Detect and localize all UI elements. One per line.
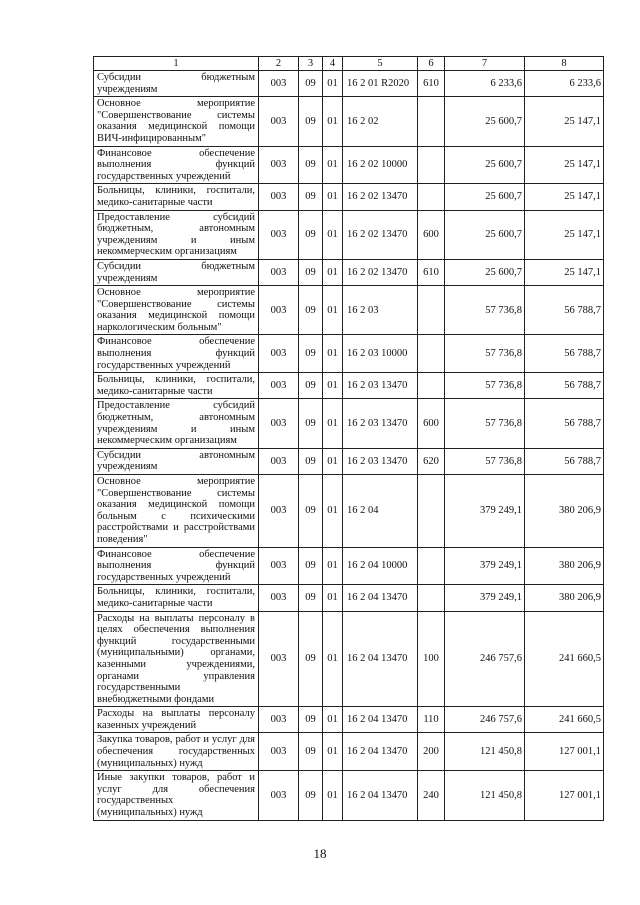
subsection-code-cell: 01 bbox=[323, 707, 343, 733]
row-name-cell: Закупка товаров, работ и услуг для обеспечения государственных (муниципальных) нужд bbox=[94, 733, 259, 771]
table-row bbox=[94, 611, 604, 707]
subsection-code-cell: 01 bbox=[323, 448, 343, 474]
row-name-cell: Субсидии бюджетным учреждениям bbox=[94, 259, 259, 285]
target-article-cell: 16 2 04 13470 bbox=[343, 707, 418, 733]
header-cell: 1 bbox=[94, 57, 259, 71]
amount-year2-cell: 380 206,9 bbox=[525, 475, 604, 548]
header-cell: 4 bbox=[323, 57, 343, 71]
header-row bbox=[94, 57, 604, 71]
amount-year2-cell: 25 147,1 bbox=[525, 97, 604, 146]
amount-year1-cell: 6 233,6 bbox=[445, 71, 525, 97]
admin-code-cell: 003 bbox=[259, 259, 299, 285]
section-code-cell: 09 bbox=[299, 547, 323, 585]
table-row bbox=[94, 259, 604, 285]
target-article-cell: 16 2 03 13470 bbox=[343, 399, 418, 448]
row-name-cell: Больницы, клиники, госпитали, медико-санитарные части bbox=[94, 585, 259, 611]
subsection-code-cell: 01 bbox=[323, 146, 343, 184]
expense-type-cell bbox=[418, 146, 445, 184]
table-row bbox=[94, 707, 604, 733]
target-article-cell: 16 2 03 13470 bbox=[343, 373, 418, 399]
amount-year2-cell: 25 147,1 bbox=[525, 210, 604, 259]
amount-year2-cell: 25 147,1 bbox=[525, 184, 604, 210]
amount-year1-cell: 57 736,8 bbox=[445, 286, 525, 335]
section-code-cell: 09 bbox=[299, 71, 323, 97]
section-code-cell: 09 bbox=[299, 259, 323, 285]
admin-code-cell: 003 bbox=[259, 286, 299, 335]
target-article-cell: 16 2 01 R2020 bbox=[343, 71, 418, 97]
table-row bbox=[94, 585, 604, 611]
amount-year2-cell: 127 001,1 bbox=[525, 733, 604, 771]
expense-type-cell: 100 bbox=[418, 611, 445, 707]
table-row bbox=[94, 475, 604, 548]
section-code-cell: 09 bbox=[299, 399, 323, 448]
section-code-cell: 09 bbox=[299, 707, 323, 733]
amount-year1-cell: 57 736,8 bbox=[445, 399, 525, 448]
header-cell: 8 bbox=[525, 57, 604, 71]
row-name-cell: Расходы на выплаты персоналу казенных учреждений bbox=[94, 707, 259, 733]
table-row bbox=[94, 448, 604, 474]
amount-year1-cell: 25 600,7 bbox=[445, 259, 525, 285]
amount-year1-cell: 57 736,8 bbox=[445, 448, 525, 474]
admin-code-cell: 003 bbox=[259, 399, 299, 448]
table-row bbox=[94, 97, 604, 146]
amount-year1-cell: 57 736,8 bbox=[445, 335, 525, 373]
subsection-code-cell: 01 bbox=[323, 611, 343, 707]
expense-type-cell: 610 bbox=[418, 71, 445, 97]
section-code-cell: 09 bbox=[299, 184, 323, 210]
amount-year1-cell: 25 600,7 bbox=[445, 210, 525, 259]
table-row bbox=[94, 146, 604, 184]
table-row bbox=[94, 547, 604, 585]
row-name-cell: Финансовое обеспечение выполнения функций государственных учреждений bbox=[94, 146, 259, 184]
row-name-cell: Основное мероприятие "Совершенствование системы оказания медицинской помощи наркологическим больным" bbox=[94, 286, 259, 335]
row-name-cell: Субсидии автономным учреждениям bbox=[94, 448, 259, 474]
subsection-code-cell: 01 bbox=[323, 335, 343, 373]
target-article-cell: 16 2 03 10000 bbox=[343, 335, 418, 373]
subsection-code-cell: 01 bbox=[323, 71, 343, 97]
table-row bbox=[94, 71, 604, 97]
subsection-code-cell: 01 bbox=[323, 97, 343, 146]
row-name-cell: Финансовое обеспечение выполнения функций государственных учреждений bbox=[94, 335, 259, 373]
table-row bbox=[94, 373, 604, 399]
target-article-cell: 16 2 04 13470 bbox=[343, 733, 418, 771]
subsection-code-cell: 01 bbox=[323, 286, 343, 335]
subsection-code-cell: 01 bbox=[323, 399, 343, 448]
section-code-cell: 09 bbox=[299, 733, 323, 771]
amount-year2-cell: 56 788,7 bbox=[525, 399, 604, 448]
subsection-code-cell: 01 bbox=[323, 475, 343, 548]
expense-type-cell: 610 bbox=[418, 259, 445, 285]
expense-type-cell bbox=[418, 286, 445, 335]
amount-year2-cell: 56 788,7 bbox=[525, 286, 604, 335]
amount-year1-cell: 246 757,6 bbox=[445, 611, 525, 707]
amount-year1-cell: 379 249,1 bbox=[445, 585, 525, 611]
target-article-cell: 16 2 04 bbox=[343, 475, 418, 548]
amount-year1-cell: 25 600,7 bbox=[445, 184, 525, 210]
amount-year1-cell: 246 757,6 bbox=[445, 707, 525, 733]
amount-year1-cell: 25 600,7 bbox=[445, 97, 525, 146]
target-article-cell: 16 2 02 13470 bbox=[343, 259, 418, 285]
subsection-code-cell: 01 bbox=[323, 771, 343, 820]
amount-year1-cell: 121 450,8 bbox=[445, 733, 525, 771]
admin-code-cell: 003 bbox=[259, 707, 299, 733]
expense-type-cell: 110 bbox=[418, 707, 445, 733]
table-row bbox=[94, 184, 604, 210]
section-code-cell: 09 bbox=[299, 475, 323, 548]
section-code-cell: 09 bbox=[299, 373, 323, 399]
admin-code-cell: 003 bbox=[259, 373, 299, 399]
section-code-cell: 09 bbox=[299, 585, 323, 611]
expense-type-cell: 600 bbox=[418, 399, 445, 448]
amount-year2-cell: 25 147,1 bbox=[525, 146, 604, 184]
expense-type-cell: 600 bbox=[418, 210, 445, 259]
expense-type-cell: 200 bbox=[418, 733, 445, 771]
admin-code-cell: 003 bbox=[259, 71, 299, 97]
admin-code-cell: 003 bbox=[259, 184, 299, 210]
table-row bbox=[94, 771, 604, 820]
target-article-cell: 16 2 03 bbox=[343, 286, 418, 335]
table-row bbox=[94, 733, 604, 771]
target-article-cell: 16 2 02 10000 bbox=[343, 146, 418, 184]
amount-year2-cell: 56 788,7 bbox=[525, 335, 604, 373]
section-code-cell: 09 bbox=[299, 210, 323, 259]
row-name-cell: Больницы, клиники, госпитали, медико-санитарные части bbox=[94, 184, 259, 210]
admin-code-cell: 003 bbox=[259, 335, 299, 373]
row-name-cell: Основное мероприятие "Совершенствование системы оказания медицинской помощи больным с психическими расстройствами и расстройствами поведения" bbox=[94, 475, 259, 548]
target-article-cell: 16 2 02 13470 bbox=[343, 210, 418, 259]
admin-code-cell: 003 bbox=[259, 733, 299, 771]
header-cell: 5 bbox=[343, 57, 418, 71]
amount-year1-cell: 379 249,1 bbox=[445, 547, 525, 585]
expense-type-cell bbox=[418, 184, 445, 210]
header-cell: 7 bbox=[445, 57, 525, 71]
expense-type-cell: 620 bbox=[418, 448, 445, 474]
row-name-cell: Предоставление субсидий бюджетным, автономным учреждениям и иным некоммерческим организациям bbox=[94, 210, 259, 259]
admin-code-cell: 003 bbox=[259, 771, 299, 820]
expense-type-cell bbox=[418, 97, 445, 146]
subsection-code-cell: 01 bbox=[323, 184, 343, 210]
admin-code-cell: 003 bbox=[259, 585, 299, 611]
subsection-code-cell: 01 bbox=[323, 373, 343, 399]
target-article-cell: 16 2 02 13470 bbox=[343, 184, 418, 210]
amount-year1-cell: 121 450,8 bbox=[445, 771, 525, 820]
target-article-cell: 16 2 04 13470 bbox=[343, 611, 418, 707]
section-code-cell: 09 bbox=[299, 611, 323, 707]
row-name-cell: Финансовое обеспечение выполнения функций государственных учреждений bbox=[94, 547, 259, 585]
target-article-cell: 16 2 02 bbox=[343, 97, 418, 146]
expense-type-cell: 240 bbox=[418, 771, 445, 820]
row-name-cell: Расходы на выплаты персоналу в целях обеспечения выполнения функций государственными (муниципальными) органами, казенными учреждениями, органами управления государственными внебюджетными фондами bbox=[94, 611, 259, 707]
amount-year1-cell: 57 736,8 bbox=[445, 373, 525, 399]
row-name-cell: Иные закупки товаров, работ и услуг для обеспечения государственных (муниципальных) нужд bbox=[94, 771, 259, 820]
amount-year2-cell: 25 147,1 bbox=[525, 259, 604, 285]
row-name-cell: Субсидии бюджетным учреждениям bbox=[94, 71, 259, 97]
section-code-cell: 09 bbox=[299, 771, 323, 820]
section-code-cell: 09 bbox=[299, 286, 323, 335]
subsection-code-cell: 01 bbox=[323, 585, 343, 611]
admin-code-cell: 003 bbox=[259, 146, 299, 184]
page-number: 18 bbox=[313, 846, 327, 861]
target-article-cell: 16 2 04 13470 bbox=[343, 585, 418, 611]
amount-year1-cell: 379 249,1 bbox=[445, 475, 525, 548]
section-code-cell: 09 bbox=[299, 146, 323, 184]
amount-year2-cell: 6 233,6 bbox=[525, 71, 604, 97]
subsection-code-cell: 01 bbox=[323, 210, 343, 259]
section-code-cell: 09 bbox=[299, 448, 323, 474]
header-cell: 2 bbox=[259, 57, 299, 71]
subsection-code-cell: 01 bbox=[323, 547, 343, 585]
admin-code-cell: 003 bbox=[259, 97, 299, 146]
expense-type-cell bbox=[418, 547, 445, 585]
table-row bbox=[94, 286, 604, 335]
amount-year2-cell: 241 660,5 bbox=[525, 707, 604, 733]
expense-type-cell bbox=[418, 335, 445, 373]
amount-year2-cell: 56 788,7 bbox=[525, 373, 604, 399]
target-article-cell: 16 2 03 13470 bbox=[343, 448, 418, 474]
admin-code-cell: 003 bbox=[259, 611, 299, 707]
header-cell: 3 bbox=[299, 57, 323, 71]
table-row bbox=[94, 399, 604, 448]
admin-code-cell: 003 bbox=[259, 210, 299, 259]
row-name-cell: Основное мероприятие "Совершенствование системы оказания медицинской помощи ВИЧ-инфицированным" bbox=[94, 97, 259, 146]
table-row bbox=[94, 210, 604, 259]
target-article-cell: 16 2 04 13470 bbox=[343, 771, 418, 820]
amount-year2-cell: 241 660,5 bbox=[525, 611, 604, 707]
expense-type-cell bbox=[418, 373, 445, 399]
admin-code-cell: 003 bbox=[259, 475, 299, 548]
admin-code-cell: 003 bbox=[259, 547, 299, 585]
amount-year1-cell: 25 600,7 bbox=[445, 146, 525, 184]
row-name-cell: Предоставление субсидий бюджетным, автономным учреждениям и иным некоммерческим организациям bbox=[94, 399, 259, 448]
table-row bbox=[94, 335, 604, 373]
row-name-cell: Больницы, клиники, госпитали, медико-санитарные части bbox=[94, 373, 259, 399]
section-code-cell: 09 bbox=[299, 335, 323, 373]
amount-year2-cell: 380 206,9 bbox=[525, 585, 604, 611]
amount-year2-cell: 380 206,9 bbox=[525, 547, 604, 585]
subsection-code-cell: 01 bbox=[323, 733, 343, 771]
amount-year2-cell: 56 788,7 bbox=[525, 448, 604, 474]
admin-code-cell: 003 bbox=[259, 448, 299, 474]
expense-type-cell bbox=[418, 585, 445, 611]
section-code-cell: 09 bbox=[299, 97, 323, 146]
header-cell: 6 bbox=[418, 57, 445, 71]
subsection-code-cell: 01 bbox=[323, 259, 343, 285]
budget-table bbox=[93, 56, 604, 821]
target-article-cell: 16 2 04 10000 bbox=[343, 547, 418, 585]
expense-type-cell bbox=[418, 475, 445, 548]
amount-year2-cell: 127 001,1 bbox=[525, 771, 604, 820]
